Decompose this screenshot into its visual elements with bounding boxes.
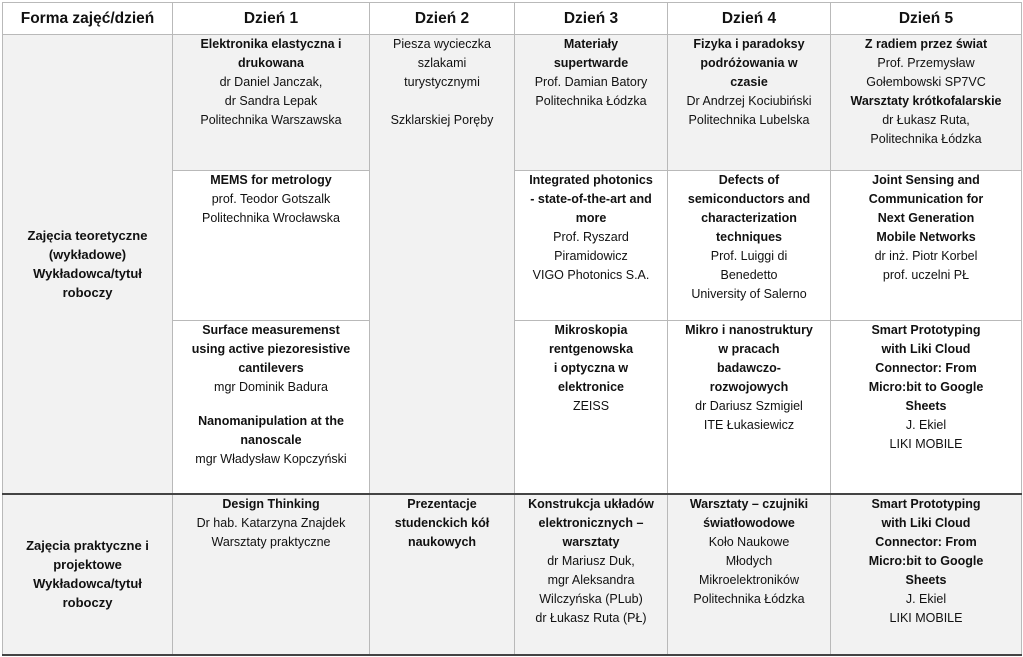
cell-text: Szklarskiej Poręby	[390, 113, 494, 127]
session-presenter: mgr Aleksandra	[547, 572, 635, 587]
excursion-cell	[370, 35, 515, 494]
session-title: Z radiem przez świat	[864, 37, 988, 51]
session-cell	[515, 35, 668, 171]
session-title: with Liki Cloud	[881, 515, 971, 530]
session-presenter: dr Sandra Lepak	[224, 94, 318, 108]
session-title: Integrated photonics	[529, 173, 653, 187]
session-presenter: Warsztaty praktyczne	[211, 534, 331, 549]
session-title: Sheets	[905, 572, 947, 587]
session-title: Mikroskopia	[554, 323, 628, 337]
session-presenter: mgr Władysław Kopczyński	[195, 452, 347, 466]
session-title: podróżowania w	[700, 56, 798, 70]
session-presenter: ZEISS	[572, 399, 610, 413]
session-title: techniques	[716, 230, 782, 244]
session-title: światłowodowe	[703, 515, 795, 530]
session-cell	[668, 171, 831, 321]
session-title: Next Generation	[877, 211, 975, 225]
session-cell	[173, 494, 370, 655]
session-title: using active piezoresistive	[191, 342, 351, 356]
session-cell	[668, 35, 831, 171]
cell-text	[374, 92, 510, 111]
session-presenter: Prof. Przemysław	[877, 56, 975, 70]
session-title: Sheets	[905, 399, 947, 413]
schedule-table	[2, 2, 1022, 656]
session-presenter: Młodych	[725, 553, 773, 568]
session-presenter: Politechnika Lubelska	[688, 113, 810, 127]
session-title: Design Thinking	[222, 496, 320, 511]
session-cell	[668, 494, 831, 655]
session-cell	[831, 171, 1022, 321]
session-cell	[173, 171, 370, 321]
cell-text: szlakami	[417, 56, 467, 70]
session-title: elektronice	[557, 380, 624, 394]
session-presenter: dr Daniel Janczak,	[219, 75, 323, 89]
session-presenter: Politechnika Warszawska	[200, 113, 342, 127]
practice-row	[3, 494, 1022, 655]
session-title: Smart Prototyping	[871, 496, 981, 511]
session-title: rentgenowska	[548, 342, 634, 356]
session-presenter: LIKI MOBILE	[889, 610, 963, 625]
session-presenter: Prof. Ryszard	[553, 230, 629, 244]
session-presenter: Benedetto	[720, 268, 778, 282]
day-header: Dzień 1	[173, 3, 370, 35]
session-cell	[515, 494, 668, 655]
session-title: cantilevers	[238, 361, 304, 375]
session-title: Mobile Networks	[876, 230, 976, 244]
session-title: MEMS for metrology	[210, 173, 332, 187]
session-title: drukowana	[238, 56, 304, 70]
session-cell	[370, 494, 515, 655]
session-title: Connector: From	[875, 361, 977, 375]
session-presenter: Koło Naukowe	[708, 534, 790, 549]
spacer	[177, 397, 365, 412]
session-presenter: dr inż. Piotr Korbel	[874, 249, 978, 263]
session-title: Defects of	[718, 173, 780, 187]
corner-header: Forma zajęć/dzień	[3, 3, 173, 35]
session-title: supertwarde	[553, 56, 629, 70]
session-title: studenckich kół	[394, 515, 490, 530]
cell-text: Piesza wycieczka	[393, 37, 491, 51]
session-title: Konstrukcja układów	[528, 496, 654, 511]
session-presenter: J. Ekiel	[905, 418, 947, 432]
session-title: Mikro i nanostruktury	[685, 323, 813, 337]
session-presenter: Gołembowski SP7VC	[866, 75, 986, 89]
session-presenter: prof. Teodor Gotszalk	[211, 192, 331, 206]
session-title: characterization	[701, 211, 797, 225]
session-presenter: Politechnika Łódzka	[535, 94, 647, 108]
session-presenter: Piramidowicz	[554, 249, 628, 263]
session-title: czasie	[730, 75, 768, 89]
session-title: naukowych	[407, 534, 477, 549]
session-title: Connector: From	[875, 534, 977, 549]
session-presenter: Politechnika Wrocławska	[201, 211, 341, 225]
session-cell	[515, 171, 668, 321]
session-presenter: Prof. Damian Batory	[534, 75, 648, 89]
session-cell	[831, 321, 1022, 494]
session-cell	[668, 321, 831, 494]
session-presenter: Wilczyńska (PLub)	[539, 591, 643, 606]
session-title: - state-of-the-art and	[530, 192, 652, 206]
session-title: badawczo-	[717, 361, 781, 375]
session-title: Smart Prototyping	[871, 323, 981, 337]
session-cell	[831, 494, 1022, 655]
session-title: Nanomanipulation at the	[198, 414, 344, 428]
session-presenter: Mikroelektroników	[698, 572, 800, 587]
session-title: more	[575, 211, 607, 225]
header-row	[3, 3, 1022, 35]
day-header: Dzień 4	[668, 3, 831, 35]
session-presenter: Dr hab. Katarzyna Znajdek	[196, 515, 346, 530]
session-title: warsztaty	[562, 534, 620, 549]
session-presenter: mgr Dominik Badura	[214, 380, 328, 394]
session-cell	[173, 321, 370, 494]
session-title: w pracach	[718, 342, 780, 356]
cell-text: turystycznymi	[404, 75, 480, 89]
session-cell	[515, 321, 668, 494]
session-title: with Liki Cloud	[881, 342, 971, 356]
session-presenter: VIGO Photonics S.A.	[532, 268, 650, 282]
session-presenter: J. Ekiel	[905, 591, 947, 606]
session-title: Fizyka i paradoksy	[693, 37, 805, 51]
theory-row-1	[3, 35, 1022, 171]
session-presenter: Prof. Luiggi di	[710, 249, 788, 263]
day-header: Dzień 2	[370, 3, 515, 35]
session-title: Prezentacje	[407, 496, 477, 511]
session-cell	[173, 35, 370, 171]
session-title: Warsztaty krótkofalarskie	[850, 94, 1002, 108]
day-header: Dzień 5	[831, 3, 1022, 35]
session-title: rozwojowych	[709, 380, 789, 394]
session-presenter: Dr Andrzej Kociubiński	[686, 94, 812, 108]
row-header-theory: Zajęcia teoretyczne (wykładowe) Wykładowca/tytuł roboczy	[3, 35, 173, 494]
session-cell	[831, 35, 1022, 171]
session-title: elektronicznych –	[538, 515, 644, 530]
session-title: Elektronika elastyczna i	[200, 37, 342, 51]
row-header-practice: Zajęcia praktyczne i projektowe Wykładowca/tytuł roboczy	[3, 494, 173, 655]
session-title: Joint Sensing and	[872, 173, 980, 187]
session-presenter: dr Łukasz Ruta,	[882, 113, 970, 127]
session-presenter: dr Mariusz Duk,	[547, 553, 635, 568]
session-title: Surface measuremenst	[202, 323, 340, 337]
session-title: Communication for	[868, 192, 984, 206]
session-title: i optyczna w	[553, 361, 629, 375]
session-presenter: LIKI MOBILE	[889, 437, 963, 451]
session-presenter: Politechnika Łódzka	[693, 591, 805, 606]
session-title: Warsztaty – czujniki	[689, 496, 809, 511]
session-presenter: Politechnika Łódzka	[870, 132, 982, 146]
session-title: Micro:bit to Google	[868, 380, 984, 394]
session-presenter: University of Salerno	[691, 287, 807, 301]
session-title: Materiały	[563, 37, 619, 51]
session-presenter: dr Dariusz Szmigiel	[695, 399, 803, 413]
day-header: Dzień 3	[515, 3, 668, 35]
session-title: Micro:bit to Google	[868, 553, 984, 568]
session-presenter: prof. uczelni PŁ	[882, 268, 970, 282]
session-presenter: ITE Łukasiewicz	[703, 418, 795, 432]
session-title: semiconductors and	[687, 192, 811, 206]
session-presenter: dr Łukasz Ruta (PŁ)	[535, 610, 647, 625]
session-title: nanoscale	[240, 433, 302, 447]
